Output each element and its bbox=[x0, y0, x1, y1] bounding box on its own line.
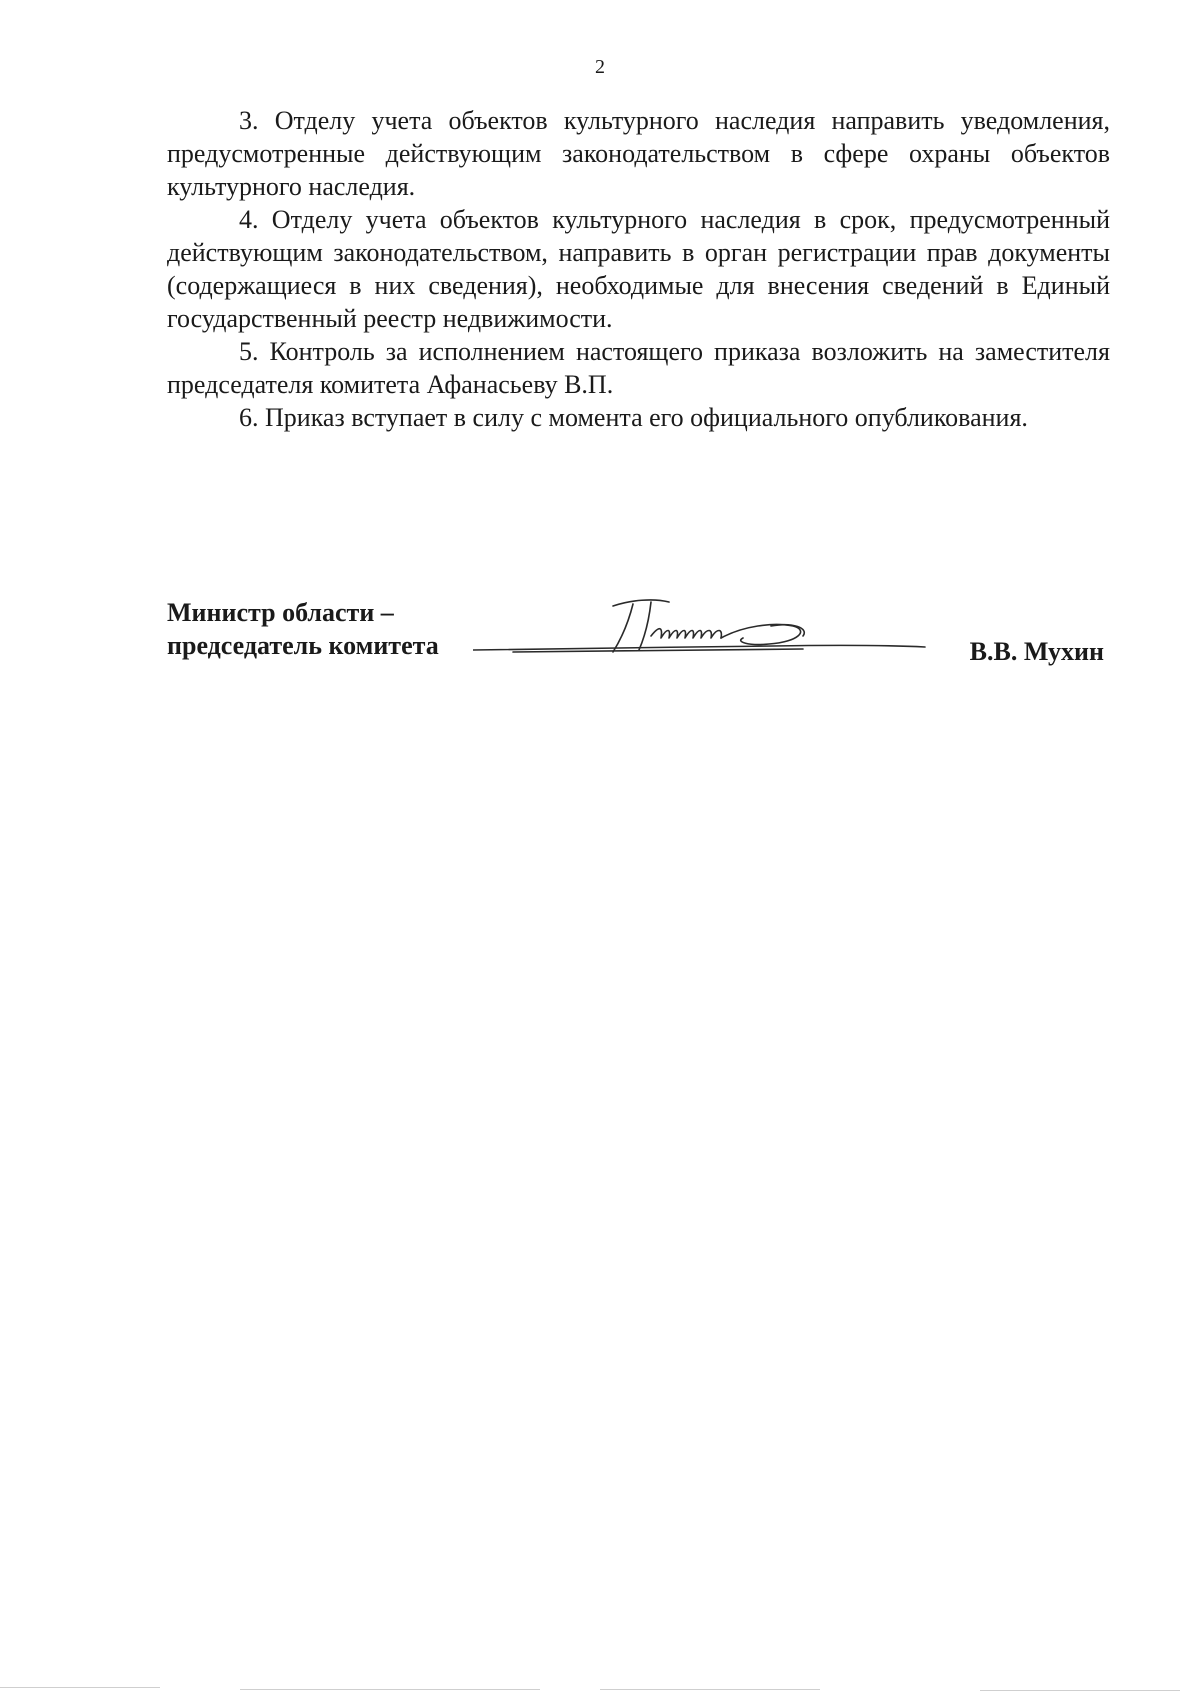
paragraph-4: 4. Отделу учета объектов культурного наследия в срок, предусмотренный действующим законодательством, направить в орган регистрации прав документы (содержащиеся в них сведения), необходимые для внесения сведений в Единый государственный реестр недвижимости. bbox=[167, 205, 1110, 333]
page-number: 2 bbox=[595, 56, 605, 78]
handwritten-signature bbox=[473, 592, 933, 662]
signer-title bbox=[167, 596, 439, 662]
signature-block bbox=[167, 596, 1110, 686]
paragraph-5: 5. Контроль за исполнением настоящего приказа возложить на заместителя председателя комитета Афанасьеву В.П. bbox=[167, 337, 1110, 399]
scan-artifact bbox=[0, 1687, 160, 1688]
paragraph-3: 3. Отделу учета объектов культурного наследия направить уведомления, предусмотренные действующим законодательством в сфере охраны объектов культурного наследия. bbox=[167, 106, 1110, 201]
scan-artifact bbox=[980, 1690, 1180, 1691]
document-body bbox=[167, 104, 1110, 434]
scan-artifact bbox=[600, 1689, 820, 1690]
scan-artifact bbox=[240, 1689, 540, 1690]
paragraph-6: 6. Приказ вступает в силу с момента его официального опубликования. bbox=[239, 403, 1028, 432]
signer-title-line-1: Министр области – bbox=[167, 598, 394, 627]
signer-name: В.В. Мухин bbox=[969, 637, 1104, 666]
signer-title-line-2: председатель комитета bbox=[167, 631, 439, 660]
